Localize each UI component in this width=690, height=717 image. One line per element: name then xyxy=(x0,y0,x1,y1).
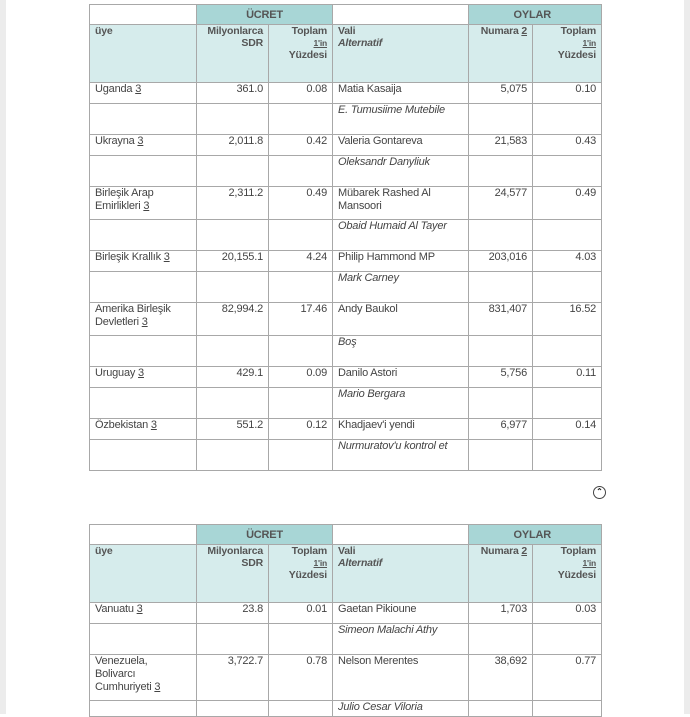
governor-cell: Khadjaev'i yendi xyxy=(333,419,469,440)
votes-pct-header: Toplam 1'in Yüzdesi xyxy=(533,545,602,603)
number-header: Numara 2 xyxy=(469,25,533,83)
group-header-row xyxy=(90,525,602,545)
alternate-row xyxy=(90,272,602,303)
sdr-header: Milyonlarca SDR xyxy=(197,545,269,603)
votes-cell: 5,756 xyxy=(469,367,533,388)
sdr-cell: 2,011.8 xyxy=(197,135,269,156)
quota-pct-cell: 0.12 xyxy=(269,419,333,440)
quota-table-1 xyxy=(89,4,602,471)
sdr-cell: 2,311.2 xyxy=(197,187,269,220)
alternate-cell: Oleksandr Danyliuk xyxy=(333,156,469,187)
column-header-row xyxy=(90,25,602,83)
alternate-cell: Mario Bergara xyxy=(333,388,469,419)
number-header: Numara 2 xyxy=(469,545,533,603)
sdr-cell: 551.2 xyxy=(197,419,269,440)
group-header-row xyxy=(90,5,602,25)
votes-cell: 6,977 xyxy=(469,419,533,440)
page-right-edge xyxy=(684,0,690,714)
votes-pct-cell: 4.03 xyxy=(533,251,602,272)
governor-cell: Nelson Merentes xyxy=(333,655,469,701)
footnote-link[interactable]: 3 xyxy=(136,603,143,615)
quota-pct-cell: 0.42 xyxy=(269,135,333,156)
footnote-link[interactable]: 3 xyxy=(163,251,170,263)
votes-pct-cell: 0.43 xyxy=(533,135,602,156)
country-cell: Venezuela, Bolivarcı Cumhuriyeti 3 xyxy=(90,655,197,701)
votes-pct-cell: 0.49 xyxy=(533,187,602,220)
country-cell: Vanuatu 3 xyxy=(90,603,197,624)
member-header: üye xyxy=(90,545,197,603)
votes-pct-cell: 0.77 xyxy=(533,655,602,701)
votes-cell: 831,407 xyxy=(469,303,533,336)
quota-pct-cell: 0.78 xyxy=(269,655,333,701)
votes-cell: 38,692 xyxy=(469,655,533,701)
table-row xyxy=(90,603,602,624)
country-cell: Özbekistan 3 xyxy=(90,419,197,440)
governor-header: Vali Alternatif xyxy=(333,25,469,83)
votes-cell: 24,577 xyxy=(469,187,533,220)
page-left-edge xyxy=(0,0,6,714)
votes-cell: 21,583 xyxy=(469,135,533,156)
country-cell: Birleşik Arap Emirlikleri 3 xyxy=(90,187,197,220)
alternate-row xyxy=(90,104,602,135)
sdr-cell: 20,155.1 xyxy=(197,251,269,272)
alternate-cell: E. Tumusiime Mutebile xyxy=(333,104,469,135)
quota-pct-cell: 0.01 xyxy=(269,603,333,624)
table-row xyxy=(90,135,602,156)
table-row xyxy=(90,655,602,701)
table-row xyxy=(90,303,602,336)
alternate-cell: Simeon Malachi Athy xyxy=(333,624,469,655)
footnote-link[interactable]: 3 xyxy=(154,681,161,693)
votes-pct-cell: 16.52 xyxy=(533,303,602,336)
footnote-link[interactable]: 3 xyxy=(141,316,148,328)
table-row xyxy=(90,187,602,220)
governor-cell: Matia Kasaija xyxy=(333,83,469,104)
member-header: üye xyxy=(90,25,197,83)
votes-pct-cell: 0.03 xyxy=(533,603,602,624)
alternate-cell: Obaid Humaid Al Tayer xyxy=(333,220,469,251)
footnote-link[interactable]: 3 xyxy=(138,367,144,379)
country-cell: Uruguay 3 xyxy=(90,367,197,388)
quota-pct-cell: 0.09 xyxy=(269,367,333,388)
alternate-row xyxy=(90,701,602,717)
alternate-row xyxy=(90,156,602,187)
alternate-row xyxy=(90,336,602,367)
quota-pct-cell: 4.24 xyxy=(269,251,333,272)
quota-pct-cell: 0.49 xyxy=(269,187,333,220)
table-row xyxy=(90,419,602,440)
column-header-row xyxy=(90,545,602,603)
votes-pct-cell: 0.10 xyxy=(533,83,602,104)
footnote-link[interactable]: 3 xyxy=(137,135,144,147)
alternate-cell: Boş xyxy=(333,336,469,367)
governor-cell: Mübarek Rashed Al Mansoori xyxy=(333,187,469,220)
governor-cell: Andy Baukol xyxy=(333,303,469,336)
back-to-top-button[interactable]: ⌃ xyxy=(593,486,606,499)
footnote-link[interactable]: 3 xyxy=(150,419,157,431)
alternate-row xyxy=(90,220,602,251)
votes-pct-cell: 0.14 xyxy=(533,419,602,440)
sdr-cell: 3,722.7 xyxy=(197,655,269,701)
sdr-cell: 429.1 xyxy=(197,367,269,388)
quota-pct-header: Toplam 1'in Yüzdesi xyxy=(269,25,333,83)
footnote-link[interactable]: 3 xyxy=(143,200,150,212)
quota-table-2 xyxy=(89,524,602,717)
votes-group-header: OYLAR xyxy=(469,525,602,545)
governor-cell: Danilo Astori xyxy=(333,367,469,388)
alternate-cell: Nurmuratov'u kontrol et xyxy=(333,440,469,471)
table-row xyxy=(90,83,602,104)
quota-pct-header: Toplam 1'in Yüzdesi xyxy=(269,545,333,603)
alternate-row xyxy=(90,388,602,419)
votes-cell: 5,075 xyxy=(469,83,533,104)
governor-cell: Gaetan Pikioune xyxy=(333,603,469,624)
country-cell: Ukrayna 3 xyxy=(90,135,197,156)
governor-header: Vali Alternatif xyxy=(333,545,469,603)
alternate-row xyxy=(90,624,602,655)
votes-pct-cell: 0.11 xyxy=(533,367,602,388)
quota-pct-cell: 0.08 xyxy=(269,83,333,104)
footnote-link[interactable]: 3 xyxy=(135,83,142,95)
country-cell: Amerika Birleşik Devletleri 3 xyxy=(90,303,197,336)
country-cell: Birleşik Krallık 3 xyxy=(90,251,197,272)
table-row xyxy=(90,251,602,272)
votes-pct-header: Toplam 1'in Yüzdesi xyxy=(533,25,602,83)
governor-cell: Philip Hammond MP xyxy=(333,251,469,272)
votes-group-header: OYLAR xyxy=(469,5,602,25)
governor-cell: Valeria Gontareva xyxy=(333,135,469,156)
votes-cell: 203,016 xyxy=(469,251,533,272)
sdr-cell: 82,994.2 xyxy=(197,303,269,336)
alternate-cell: Julio Cesar Viloria xyxy=(333,701,469,717)
alternate-cell: Mark Carney xyxy=(333,272,469,303)
sdr-cell: 23.8 xyxy=(197,603,269,624)
alternate-row xyxy=(90,440,602,471)
sdr-cell: 361.0 xyxy=(197,83,269,104)
sdr-header: Milyonlarca SDR xyxy=(197,25,269,83)
fee-group-header: ÜCRET xyxy=(197,5,333,25)
table-row xyxy=(90,367,602,388)
quota-pct-cell: 17.46 xyxy=(269,303,333,336)
votes-cell: 1,703 xyxy=(469,603,533,624)
country-cell: Uganda 3 xyxy=(90,83,197,104)
fee-group-header: ÜCRET xyxy=(197,525,333,545)
